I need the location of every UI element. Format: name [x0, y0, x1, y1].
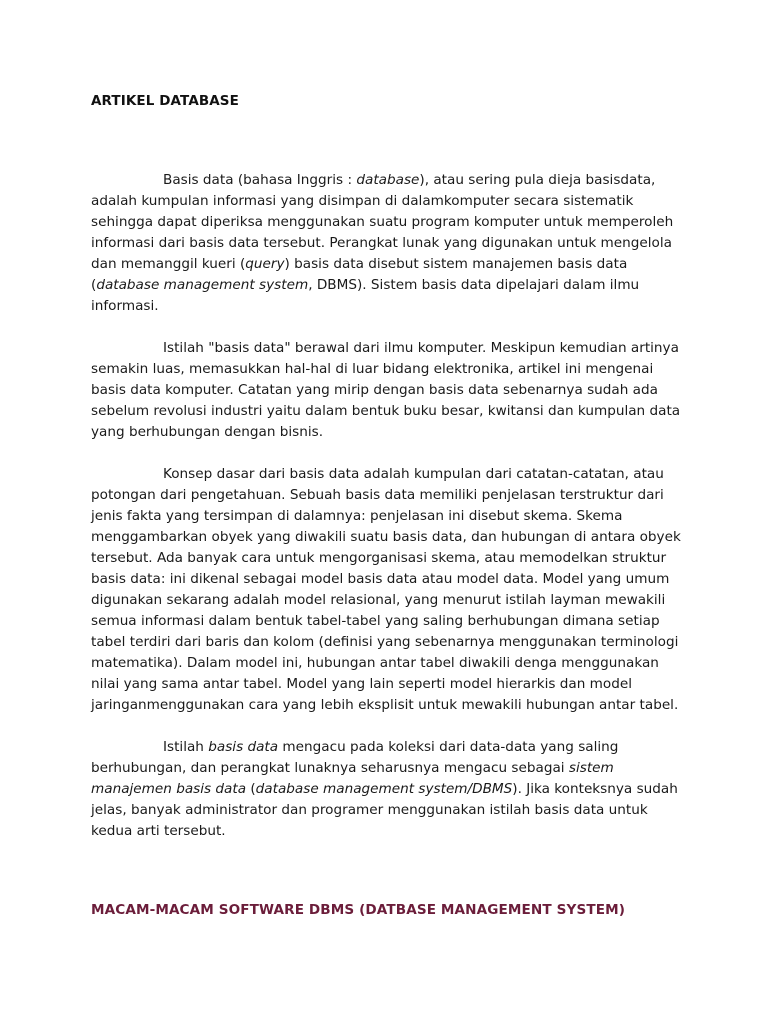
text-run: Basis data (bahasa Inggris : — [163, 172, 357, 188]
italic-term: sistem manajemen basis data — [91, 760, 614, 797]
paragraph-2 — [91, 338, 681, 443]
italic-term: database management system/DBMS — [255, 781, 513, 797]
text-run: Istilah "basis data" berawal dari ilmu komputer. Meskipun kemudian artinya semakin luas, memasukkan hal-hal di luar bidang elektronika, artikel ini mengenai basis data komputer. Catatan yang mirip dengan basis data sebenarnya sudah ada sebelum revolusi industri yaitu dalam bentuk buku besar, kwitansi dan kumpulan data yang berhubungan dengan bisnis. — [91, 340, 681, 440]
italic-term: database management system — [96, 277, 309, 293]
italic-term: query — [245, 256, 285, 272]
text-run: mengacu pada koleksi dari data-data yang saling berhubungan, dan perangkat lunaknya seharusnya mengacu sebagai — [91, 739, 619, 776]
paragraph-4 — [91, 737, 681, 842]
text-run: ). Jika konteksnya sudah jelas, banyak administrator dan programer menggunakan istilah basis data untuk kedua arti tersebut. — [91, 781, 678, 839]
text-run: ) basis data disebut sistem manajemen basis data ( — [91, 256, 628, 293]
text-run: Konsep dasar dari basis data adalah kumpulan dari catatan-catatan, atau potongan dari pengetahuan. Sebuah basis data memiliki penjelasan terstruktur dari jenis fakta yang tersimpan di dalamnya: penjelasan ini disebut skema. Skema menggambarkan obyek yang diwakili suatu basis data, dan hubungan di antara obyek tersebut. Ada banyak cara untuk mengorganisasi skema, atau memodelkan struktur basis data: ini dikenal sebagai model basis data atau model data. Model yang umum digunakan sekarang adalah model relasional, yang menurut istilah layman mewakili semua informasi dalam bentuk tabel-tabel yang saling berhubungan dimana setiap tabel terdiri dari baris dan kolom (definisi yang sebenarnya menggunakan terminologi matematika). Dalam model ini, hubungan antar tabel diwakili denga menggunakan nilai yang sama antar tabel. Model yang lain seperti model hierarkis dan model jaringanmenggunakan cara yang lebih eksplisit untuk mewakili hubungan antar tabel. — [91, 466, 681, 713]
italic-term: basis data — [208, 739, 279, 755]
document-body — [91, 170, 681, 863]
document-title: ARTIKEL DATABASE — [91, 93, 239, 109]
paragraph-1 — [91, 170, 681, 317]
text-run: ), atau sering pula dieja basisdata, adalah kumpulan informasi yang disimpan di dalamkomputer secara sistematik sehingga dapat diperiksa menggunakan suatu program komputer untuk memperoleh informasi dari basis data tersebut. Perangkat lunak yang digunakan untuk mengelola dan memanggil kueri ( — [91, 172, 674, 272]
text-run: ( — [246, 781, 256, 797]
italic-term: database — [356, 172, 420, 188]
text-run: , DBMS). Sistem basis data dipelajari dalam ilmu informasi. — [91, 277, 640, 314]
paragraph-3 — [91, 464, 681, 716]
section-heading: MACAM-MACAM SOFTWARE DBMS (DATBASE MANAGEMENT SYSTEM) — [91, 902, 626, 918]
text-run: Istilah — [163, 739, 209, 755]
